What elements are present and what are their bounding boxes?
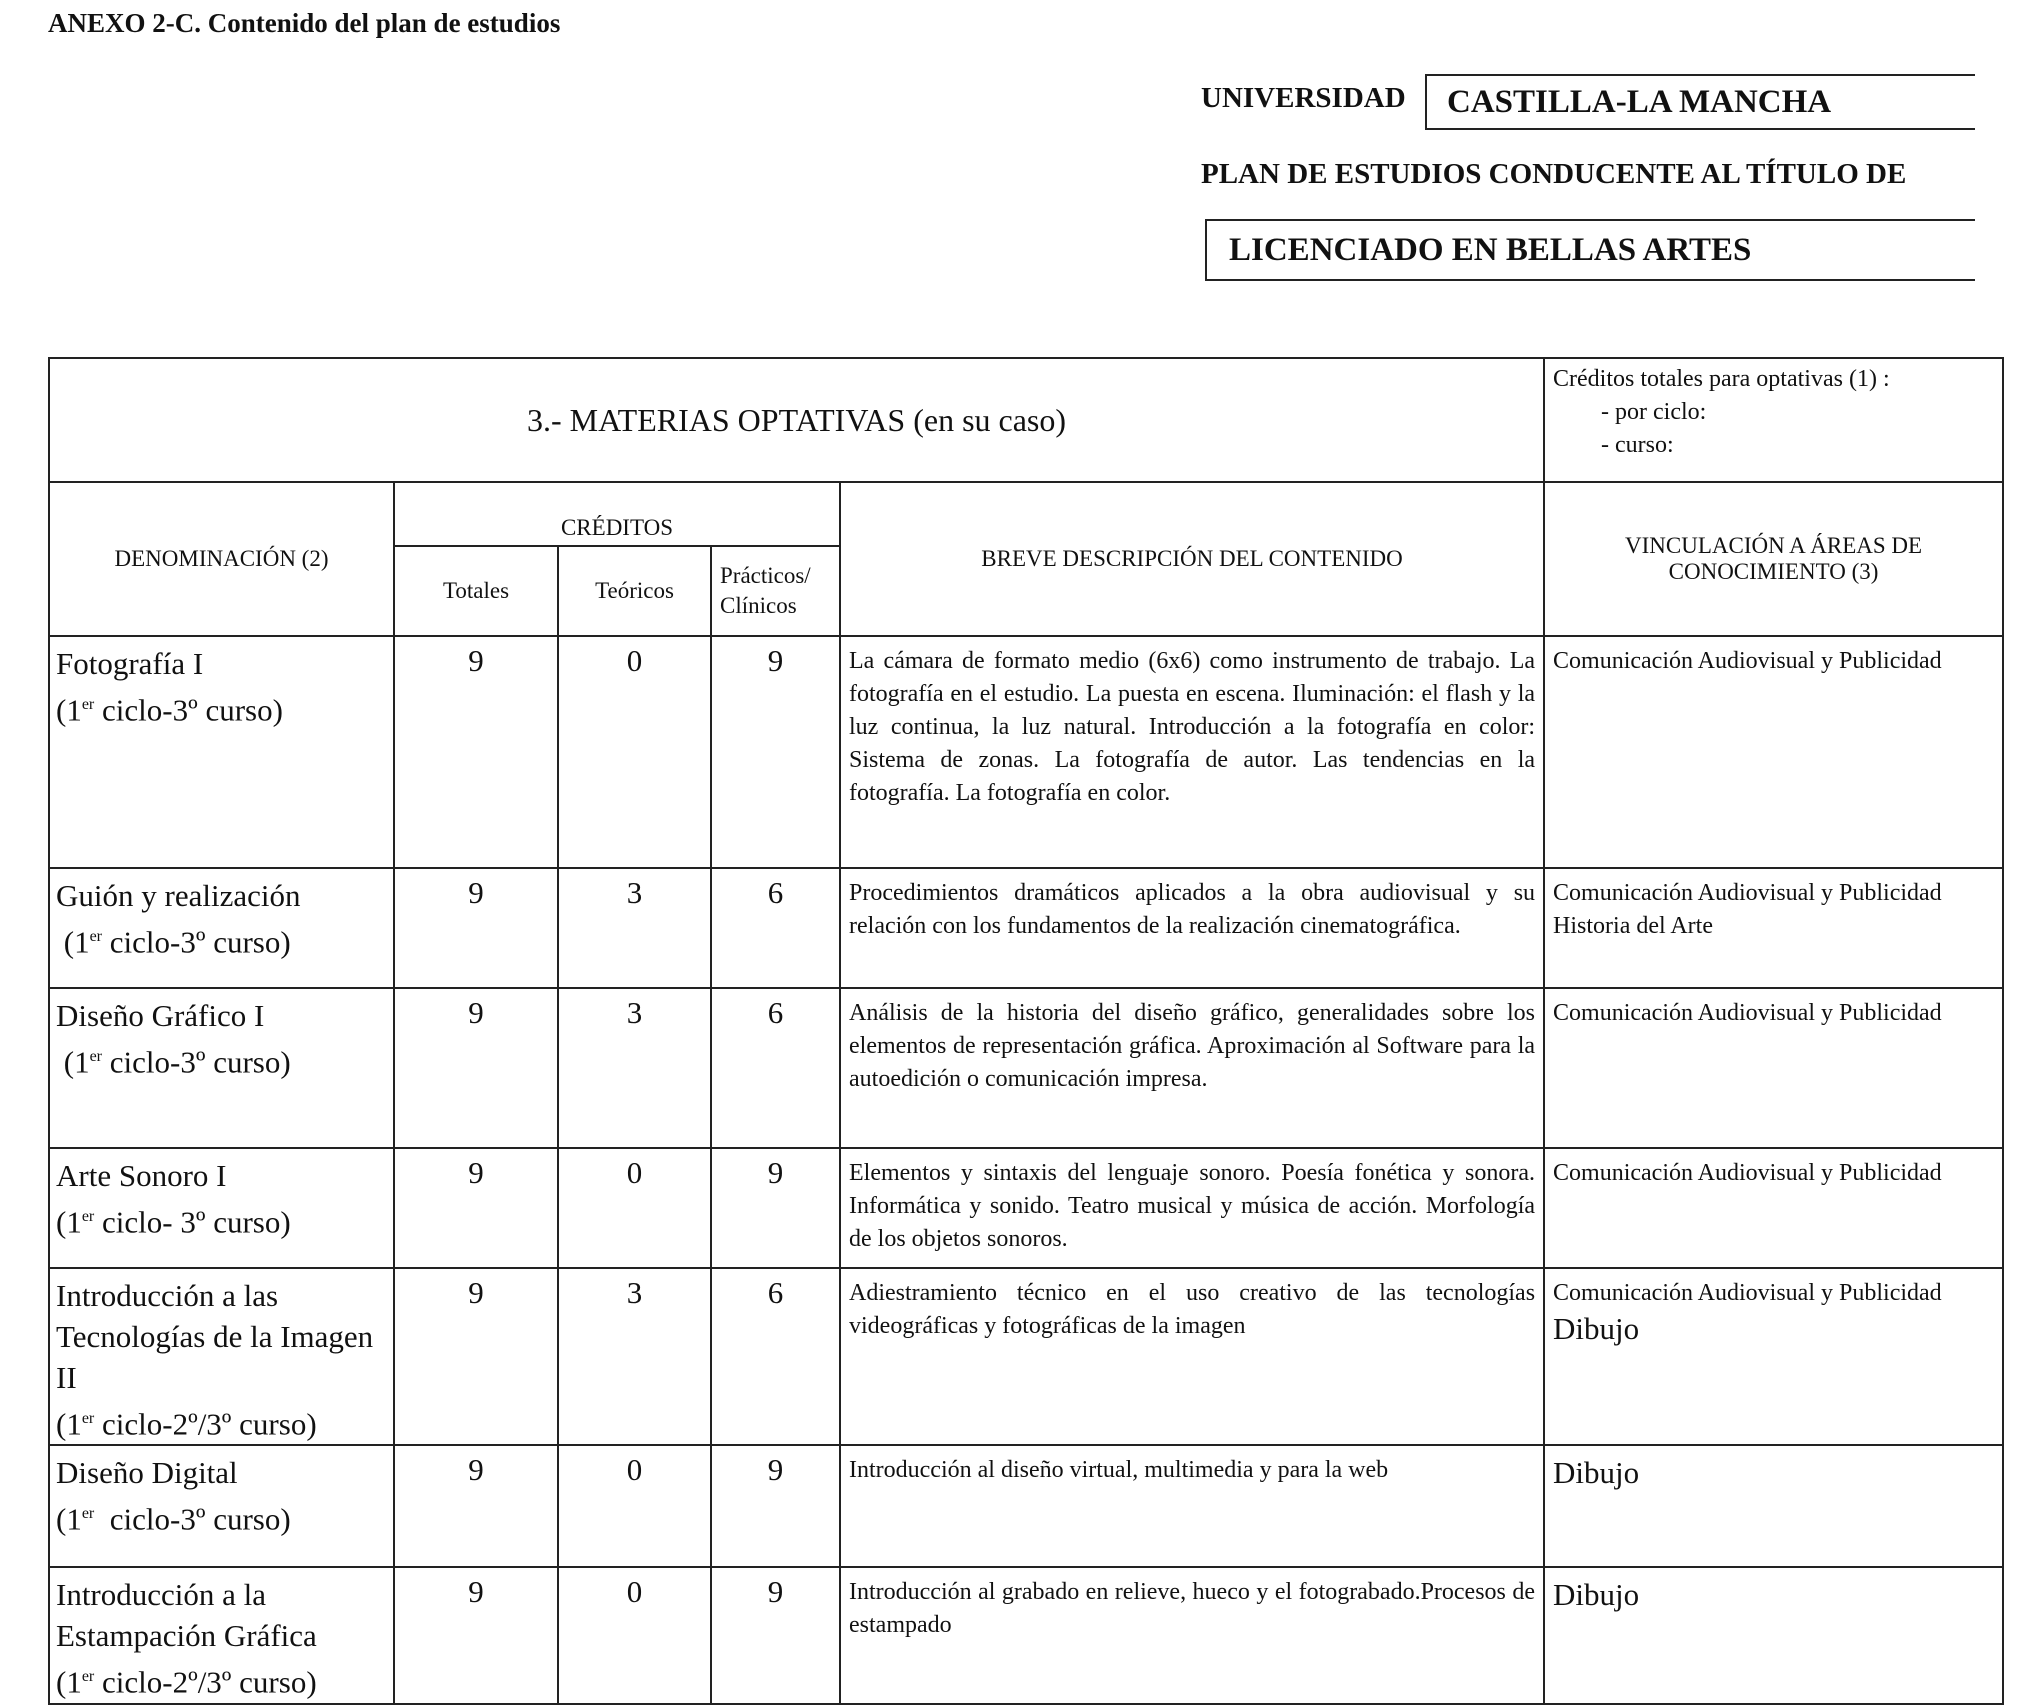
subject-name-cell xyxy=(49,1268,394,1445)
header-credits: CRÉDITOS xyxy=(394,482,840,546)
subject-area-1: Comunicación Audiovisual y Publicidad xyxy=(1553,1280,1942,1306)
credits-per-course: - curso: xyxy=(1601,432,1674,458)
subject-areas xyxy=(1544,1445,2003,1567)
subject-area-1: Comunicación Audiovisual y Publicidad xyxy=(1553,1160,1942,1186)
subject-description: Introducción al diseño virtual, multimedia y para la web xyxy=(840,1445,1544,1567)
credits-total-label: Créditos totales para optativas (1) : xyxy=(1553,366,1890,392)
degree-title-box: LICENCIADO EN BELLAS ARTES xyxy=(1205,219,1975,281)
subject-description: Análisis de la historia del diseño gráfico, generalidades sobre los elementos de representación gráfica. Aproximación al Software para la autoedición o comunicación impresa. xyxy=(840,988,1544,1148)
column-header-row-1 xyxy=(49,482,2003,546)
table-row xyxy=(49,636,2003,868)
subject-name: Fotografía I xyxy=(56,646,204,681)
credits-practicos: 9 xyxy=(711,1445,840,1567)
table-row xyxy=(49,1268,2003,1445)
credits-teoricos: 0 xyxy=(558,1148,711,1268)
credits-teoricos: 0 xyxy=(558,1567,711,1703)
header-areas-line1: VINCULACIÓN A ÁREAS DE xyxy=(1624,533,1923,558)
subject-areas xyxy=(1544,988,2003,1148)
header-practical xyxy=(711,546,840,636)
header-totals: Totales xyxy=(394,546,558,636)
table-row xyxy=(49,868,2003,988)
subject-areas xyxy=(1544,636,2003,868)
header-practical-line1: Prácticos/ xyxy=(720,563,811,588)
table-row xyxy=(49,1445,2003,1567)
subject-areas xyxy=(1544,1567,2003,1703)
subject-areas xyxy=(1544,1148,2003,1268)
credits-practicos: 9 xyxy=(711,636,840,868)
credits-total-info xyxy=(1544,358,2003,482)
subject-description: La cámara de formato medio (6x6) como instrumento de trabajo. La fotografía en el estudio. La puesta en escena. Iluminación: el flash y la luz continua, la luz natural. Introducción a la fotografía en color: Sistema de zonas. La fotografía de autor. Las tendencias en la fotografía. La fotografía en color. xyxy=(840,636,1544,868)
header-areas-line2: CONOCIMIENTO (3) xyxy=(1668,559,1879,584)
subject-name-cell xyxy=(49,1567,394,1703)
header-areas xyxy=(1544,482,2003,636)
credits-practicos: 6 xyxy=(711,868,840,988)
subject-name-cell xyxy=(49,636,394,868)
subject-area-2: Dibujo xyxy=(1553,1455,1640,1491)
subject-area-2: Historia del Arte xyxy=(1553,913,1713,939)
credits-totales: 9 xyxy=(394,1268,558,1445)
subject-name: Arte Sonoro I xyxy=(56,1158,227,1193)
table-row xyxy=(49,1148,2003,1268)
subject-cycle: (1er ciclo-3º curso) xyxy=(56,692,283,728)
credits-teoricos: 3 xyxy=(558,1268,711,1445)
credits-per-cycle: - por ciclo: xyxy=(1601,399,1707,425)
credits-teoricos: 0 xyxy=(558,636,711,868)
subject-name: Diseño Digital xyxy=(56,1455,238,1491)
subject-name: Diseño Gráfico I xyxy=(56,998,265,1033)
subject-description: Procedimientos dramáticos aplicados a la obra audiovisual y su relación con los fundamentos de la realización cinematográfica. xyxy=(840,868,1544,988)
subject-description: Elementos y sintaxis del lenguaje sonoro. Poesía fonética y sonora. Informática y sonido. Teatro musical y música de acción. Morfología de los objetos sonoros. xyxy=(840,1148,1544,1268)
subject-areas xyxy=(1544,1268,2003,1445)
subject-name-cell xyxy=(49,868,394,988)
table-row xyxy=(49,1567,2003,1703)
credits-totales: 9 xyxy=(394,1445,558,1567)
credits-practicos: 6 xyxy=(711,1268,840,1445)
subject-area-1: Comunicación Audiovisual y Publicidad xyxy=(1553,1000,1942,1026)
credits-practicos: 9 xyxy=(711,1148,840,1268)
credits-teoricos: 3 xyxy=(558,988,711,1148)
credits-teoricos: 0 xyxy=(558,1445,711,1567)
optional-subjects-table xyxy=(48,357,2004,1705)
subject-name-cell xyxy=(49,1148,394,1268)
credits-teoricos: 3 xyxy=(558,868,711,988)
subject-area-1: Comunicación Audiovisual y Publicidad xyxy=(1553,880,1942,906)
header-theoretical: Teóricos xyxy=(558,546,711,636)
header-practical-line2: Clínicos xyxy=(720,593,797,618)
plan-label: PLAN DE ESTUDIOS CONDUCENTE AL TÍTULO DE xyxy=(1201,158,1907,190)
subject-area-2: Dibujo xyxy=(1553,1577,1640,1613)
university-label: UNIVERSIDAD xyxy=(1201,82,1406,114)
subject-name: Introducción a las Tecnologías de la Imagen II xyxy=(56,1278,374,1395)
credits-practicos: 6 xyxy=(711,988,840,1148)
subject-cycle: (1er ciclo-2º/3º curso) xyxy=(56,1664,317,1700)
subject-cycle: (1er ciclo-3º curso) xyxy=(56,924,291,960)
subject-name-cell xyxy=(49,1445,394,1567)
subject-name: Introducción a la Estampación Gráfica xyxy=(56,1577,317,1654)
credits-totales: 9 xyxy=(394,988,558,1148)
subject-area-1: Comunicación Audiovisual y Publicidad xyxy=(1553,648,1942,674)
subject-cycle: (1er ciclo-3º curso) xyxy=(56,1501,291,1537)
subject-description: Adiestramiento técnico en el uso creativo de las tecnologías videográficas y fotográficas de la imagen xyxy=(840,1268,1544,1445)
subject-name: Guión y realización xyxy=(56,878,301,913)
credits-totales: 9 xyxy=(394,1148,558,1268)
subject-cycle: (1er ciclo- 3º curso) xyxy=(56,1204,291,1240)
header-denomination: DENOMINACIÓN (2) xyxy=(49,482,394,636)
credits-totales: 9 xyxy=(394,636,558,868)
header-description: BREVE DESCRIPCIÓN DEL CONTENIDO xyxy=(840,482,1544,636)
subject-areas xyxy=(1544,868,2003,988)
subject-name-cell xyxy=(49,988,394,1148)
university-value-box: CASTILLA-LA MANCHA xyxy=(1425,74,1975,130)
subject-description: Introducción al grabado en relieve, hueco y el fotograbado.Procesos de estampado xyxy=(840,1567,1544,1703)
annex-title: ANEXO 2-C. Contenido del plan de estudios xyxy=(48,8,561,38)
section-header-row xyxy=(49,358,2003,482)
credits-totales: 9 xyxy=(394,1567,558,1703)
credits-practicos: 9 xyxy=(711,1567,840,1703)
subject-cycle: (1er ciclo-2º/3º curso) xyxy=(56,1406,317,1442)
subject-cycle: (1er ciclo-3º curso) xyxy=(56,1044,291,1080)
table-row xyxy=(49,988,2003,1148)
subject-area-2: Dibujo xyxy=(1553,1311,1640,1346)
section-title: 3.- MATERIAS OPTATIVAS (en su caso) xyxy=(49,358,1544,482)
credits-totales: 9 xyxy=(394,868,558,988)
